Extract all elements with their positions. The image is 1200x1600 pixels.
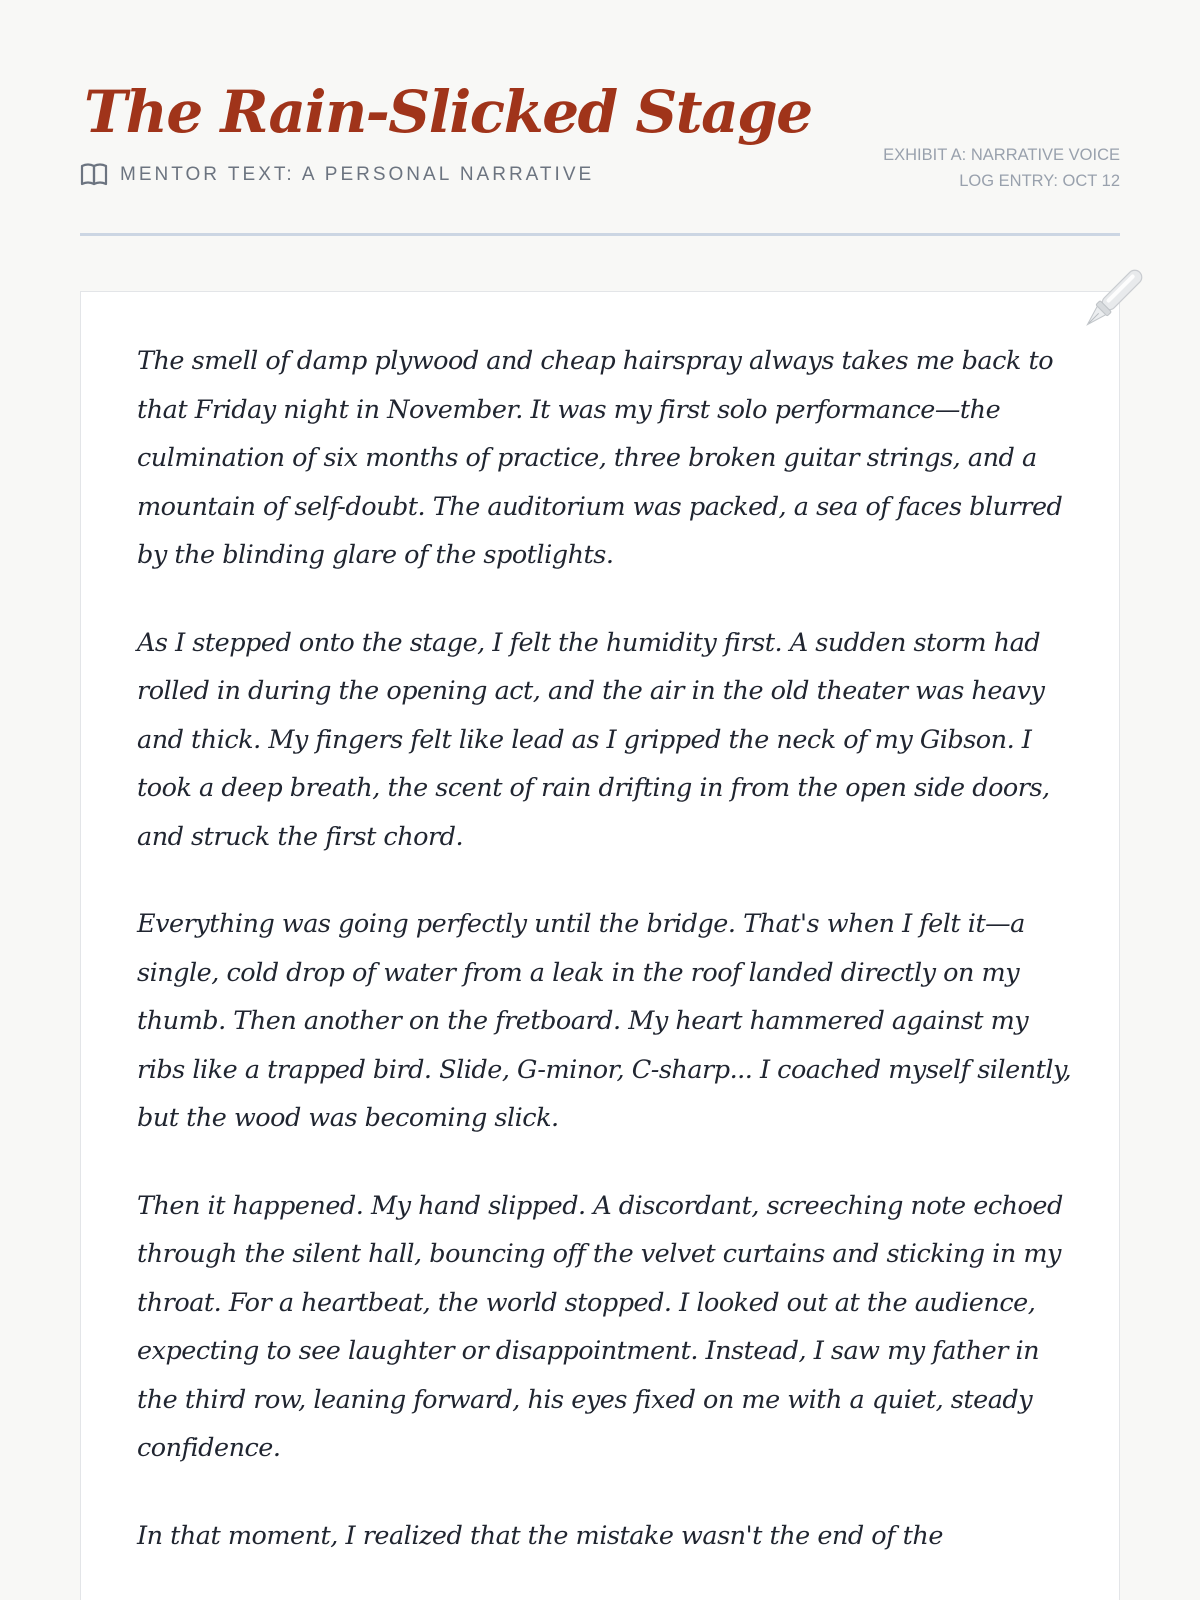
story-paragraph: As I stepped onto the stage, I felt the humidity first. A sudden storm had rolled in during the opening act, and the air in the old theater was heavy and thick. My fingers felt like lead as I gripped the neck of my Gibson. I took a deep breath, the scent of rain drifting in from the open side doors, and struck the first chord. [137, 627, 1050, 852]
log-entry-date: LOG ENTRY: OCT 12 [959, 172, 1120, 190]
story-card [80, 291, 1120, 1600]
open-book-icon [80, 162, 108, 188]
story-paragraph: Everything was going perfectly until the bridge. That's when I felt it—a single, cold drop of water from a leak in the roof landed directly on my thumb. Then another on the fretboard. My heart hammered against my ribs like a trapped bird. Slide, G-minor, C-sharp... I coached myself silently, but the wood was becoming slick. [137, 909, 1072, 1133]
subtitle-text: MENTOR TEXT: A PERSONAL NARRATIVE [120, 164, 595, 185]
subtitle-row [80, 162, 594, 188]
page-header [80, 70, 1120, 220]
story-paragraph: Then it happened. My hand slipped. A discordant, screeching note echoed through the silent hall, bouncing off the velvet curtains and sticking in my throat. For a heartbeat, the world stopped. I looked out at the audience, expecting to see laughter or disappointment. Instead, I saw my father in the third row, leaning forward, his eyes fixed on me with a quiet, steady confidence. [137, 1190, 1063, 1463]
story-paragraph: In that moment, I realized that the mistake wasn't the end of the [137, 1520, 943, 1551]
exhibit-label: EXHIBIT A: NARRATIVE VOICE [883, 146, 1120, 164]
story-body [137, 337, 1081, 1599]
fountain-pen-icon [1070, 262, 1150, 342]
entry-meta [883, 142, 1120, 194]
story-paragraph: The smell of damp plywood and cheap hairspray always takes me back to that Friday night in November. It was my first solo performance—the culmination of six months of practice, three broken guitar strings, and a mountain of self-doubt. The auditorium was packed, a sea of faces blurred by the blinding glare of the spotlights. [137, 346, 1063, 570]
header-divider [80, 233, 1120, 236]
page-title: The Rain-Slicked Stage [84, 78, 812, 146]
